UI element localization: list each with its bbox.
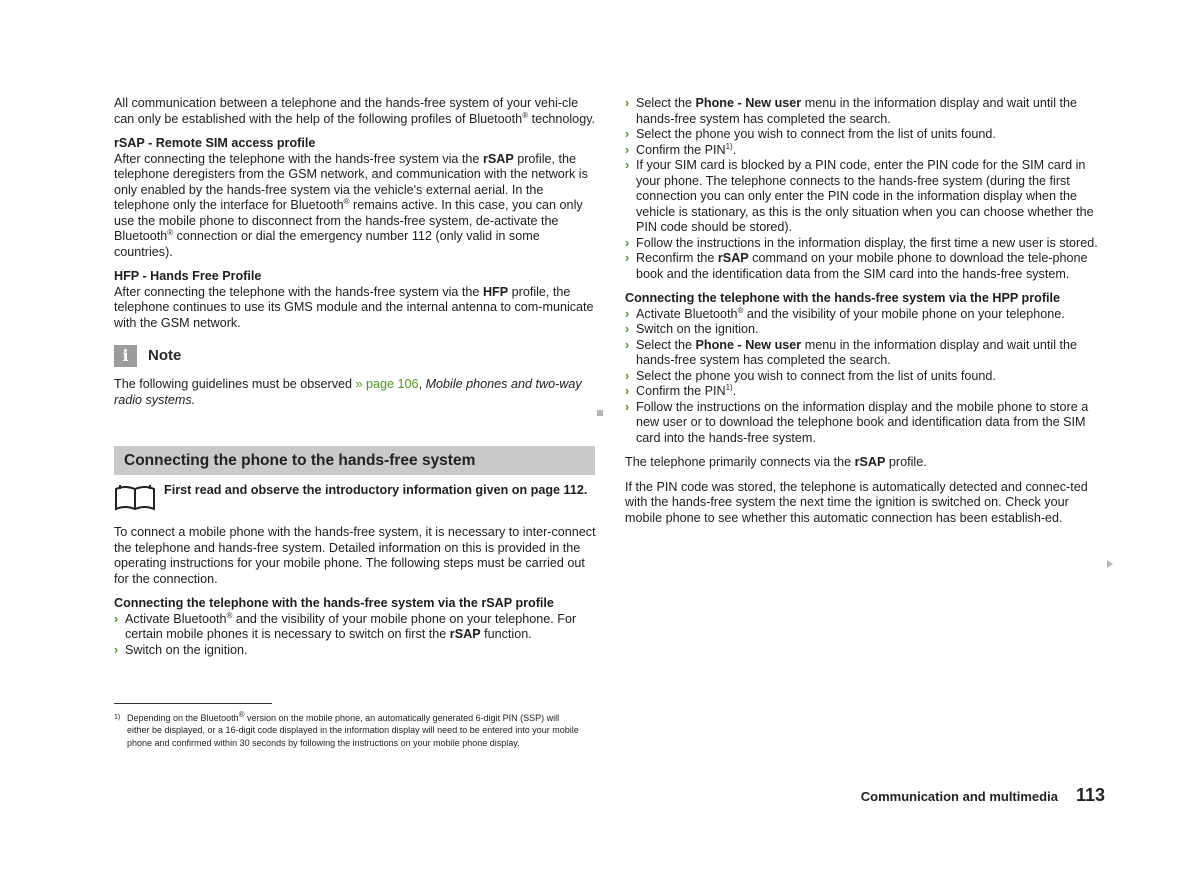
pin-stored-text: If the PIN code was stored, the telephone is automatically detected and connec-ted with the hands-free system the next time the ignition is switched on. Check your mobile phone to see whether this automatic connection has been establish-ed. — [625, 479, 1088, 525]
hfp-heading: HFP - Hands Free Profile — [114, 269, 262, 283]
primary-connection-text: The telephone primarily connects via the rSAP profile. — [625, 455, 927, 469]
chevron-right-icon: › — [625, 235, 630, 250]
list-item: › Select the phone you wish to connect from the list of units found. — [625, 368, 996, 383]
end-of-section-icon — [597, 410, 603, 416]
note-header — [114, 345, 596, 367]
intro-paragraph: All communication between a telephone and the hands-free system of your vehi-cle can only be established with the help of the following profiles of Bluetooth® technology. — [114, 96, 596, 126]
list-item: › Select the Phone - New user menu in the information display and wait until the hands-free system has completed the search. — [625, 96, 1078, 126]
chevron-right-icon: › — [114, 611, 119, 626]
page-106-link[interactable]: » page 106 — [355, 377, 419, 391]
list-item: › Activate Bluetooth® and the visibility of your mobile phone on your telephone. — [625, 305, 1065, 321]
footnote-text: Depending on the Bluetooth® version on the mobile phone, an automatically generated 6-digit PIN (SSP) will either be displayed, or a 16-digit code displayed in the information display will need to be entered into your mobile phone and confirmed within 30 seconds by following the instructions on your mobile phone display. — [127, 710, 579, 748]
chevron-right-icon: › — [625, 142, 630, 157]
note-text: The following guidelines must be observed » page 106, Mobile phones and two-way radio systems. — [114, 377, 582, 407]
list-item: › Select the phone you wish to connect from the list of units found. — [625, 127, 996, 141]
hpp-heading: Connecting the telephone with the hands-free system via the HPP profile — [625, 291, 1061, 305]
left-column — [114, 96, 596, 417]
steps-list-1 — [625, 96, 1105, 282]
open-book-icon — [114, 483, 156, 511]
rsap-paragraph: After connecting the telephone with the hands-free system via the rSAP profile, the telephone deregisters from the GSM network, and communication with the network is only enabled by the hands-free system via the vehicle's external aerial. In the telephone only the interface for Bluetooth® remains active. In this case, you can only use the mobile phone to disconnect from the hands-free system, de-activate the Bluetooth® connection or dial the emergency number 112 (only valid in some countries). — [114, 151, 588, 259]
chevron-right-icon: › — [625, 322, 630, 336]
chevron-right-icon: › — [625, 158, 630, 172]
page-footer — [861, 785, 1105, 806]
chevron-right-icon: › — [625, 368, 630, 383]
section-title: Connecting the phone to the hands-free system — [124, 451, 476, 469]
list-item: › Confirm the PIN$^{1)}$. — [625, 141, 737, 157]
connect-intro: To connect a mobile phone with the hands-free system, it is necessary to inter-connect the telephone and hands-free system. Detailed information on this is provided in the operating instructions for your mobile phone. The following steps must be carried out for the connection. — [114, 525, 596, 586]
right-column — [625, 96, 1105, 535]
footer-chapter-title: Communication and multimedia — [860, 789, 1058, 804]
chevron-right-icon: › — [625, 96, 630, 110]
rsap-steps-list — [114, 612, 596, 659]
list-item: › Switch on the ignition. — [625, 322, 759, 336]
rsap-heading: rSAP - Remote SIM access profile — [114, 136, 316, 150]
chevron-right-icon: › — [625, 399, 630, 414]
left-column-lower — [114, 525, 596, 658]
list-item: › Reconfirm the rSAP command on your mobile phone to download the tele-phone book and the identification data from the SIM card into the hands-free system. — [625, 251, 1088, 281]
list-item: › Follow the instructions in the information display, the first time a new user is stored. — [625, 235, 1098, 250]
rsap-steps-heading: Connecting the telephone with the hands-free system via the rSAP profile — [114, 596, 554, 610]
info-icon: i — [114, 345, 137, 367]
footnote-divider — [114, 703, 272, 704]
chevron-right-icon: › — [625, 251, 630, 265]
chevron-right-icon: › — [625, 306, 630, 321]
steps-list-2 — [625, 307, 1105, 447]
chevron-right-icon: › — [625, 337, 630, 352]
list-item: › Confirm the PIN$^{1)}$. — [625, 382, 737, 398]
list-item: › Follow the instructions on the information display and the mobile phone to store a new user or to download the telephone book and identification data from the SIM card into the hands-free system. — [625, 399, 1089, 445]
list-item: › Activate Bluetooth® and the visibility of your mobile phone on your telephone. For certain mobile phones it is necessary to switch on first the rSAP function. — [114, 610, 577, 641]
chevron-right-icon: › — [625, 127, 630, 141]
read-first-block — [114, 483, 596, 511]
note-title: Note — [148, 347, 182, 365]
read-first-text: First read and observe the introductory information given on page 112. — [164, 483, 588, 497]
section-title-bar — [114, 446, 595, 475]
page-number: 113 — [1075, 785, 1105, 805]
list-item: › If your SIM card is blocked by a PIN code, enter the PIN code for the SIM card in your phone. The telephone connects to the hands-free system (during the first connection you can only enter the PIN code in the information display when the vehicle is stationary, as this is the only situation when you can choose whether the PIN code should be stored). — [625, 158, 1094, 234]
footnote — [114, 712, 584, 749]
footnote-mark: 1) — [114, 714, 121, 721]
list-item: › Switch on the ignition. — [114, 642, 248, 657]
chevron-right-icon: › — [114, 642, 119, 657]
list-item: › Select the Phone - New user menu in the information display and wait until the hands-free system has completed the search. — [625, 337, 1078, 367]
continue-arrow-icon — [1107, 560, 1113, 568]
chevron-right-icon: › — [625, 384, 630, 398]
hfp-paragraph: After connecting the telephone with the hands-free system via the HFP profile, the telephone continues to use its GMS module and the internal antenna to com-municate with the GSM network. — [114, 284, 594, 330]
